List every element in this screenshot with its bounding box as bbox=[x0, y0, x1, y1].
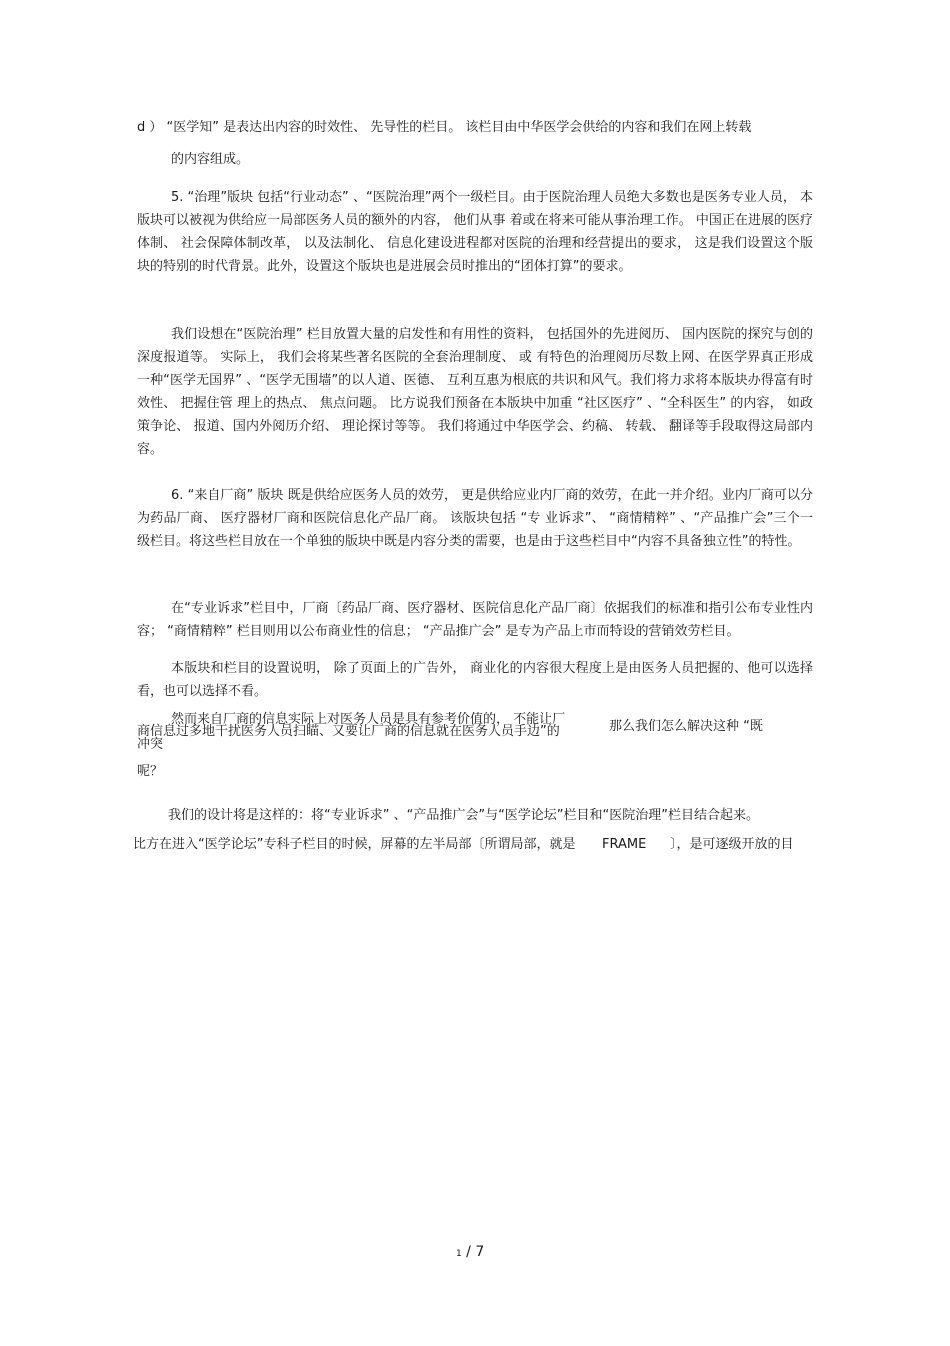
item-d-line1: d ） “医学知” 是表达出内容的时效性、 先导性的栏目。 该栏目由中华医学会供给的内容和我们在网上转载 bbox=[137, 120, 752, 135]
page-current: 1 bbox=[456, 1249, 462, 1259]
design-line2a: 比方在进入“医学论坛”专科子栏目的时候，屏幕的左半局部〔所谓局部，就是 bbox=[133, 837, 576, 852]
paragraph-column-setup: 本版块和栏目的设置说明， 除了页面上的广告外， 商业化的内容很大程度上是由医务人员把握的、他可以选择看，也可以选择不看。 bbox=[137, 661, 813, 699]
overlap-line-c: 商信息过多地干扰医务人员扫瞄、又要让厂商的信息就在医务人员手边”的 bbox=[137, 724, 560, 739]
page-separator: / bbox=[461, 1244, 476, 1260]
page-total: 7 bbox=[475, 1244, 485, 1260]
paragraph-management-section: 5. “治理”版块 包括“行业动态” 、“医院治理”两个一级栏目。由于医院治理人员绝大多数也是医务专业人员， 本版块可以被视为供给应一局部医务人员的额外的内容， 他们从事 着或在将来可能从事治理工作。 中国正在进展的医疗体制、 社会保障体制改革， 以及法制化、 信息化建设进程都对医院的治理和经营提出的要求， 这是我们设置这个版块的特别的时代背景。此外，设置这个版块也是进展会员时推出的“团体打算”的要求。 bbox=[137, 190, 813, 274]
page-number bbox=[456, 1242, 484, 1264]
overlap-line-b: 那么我们怎么解决这种 “既 bbox=[609, 719, 763, 734]
paragraph-vendor-section: 6. “来自厂商” 版块 既是供给应医务人员的效劳， 更是供给应业内厂商的效劳，在此一并介绍。业内厂商可以分为药品厂商、 医疗器材厂商和医院信息化产品厂商。 该版块包括 “专 业诉求”、 “商情精粹” 、“产品推广会”三个一级栏目。将这些栏目放在一个单独的版块中既是内容分类的需要，也是由于这些栏目中“内容不具备独立性”的特性。 bbox=[137, 488, 813, 549]
overlap-line-d: 冲突 bbox=[137, 737, 164, 752]
item-d-line2: 的内容组成。 bbox=[171, 152, 250, 167]
design-line1: 我们的设计将是这样的：将“专业诉求” 、“产品推广会”与“医学论坛”栏目和“医院治理”栏目结合起来。 bbox=[168, 808, 760, 823]
overlap-line-e: 呢？ bbox=[137, 764, 164, 779]
design-line2b: FRAME bbox=[602, 837, 647, 852]
design-line2c: 〕，是可逐级开放的目 bbox=[670, 837, 794, 852]
overlap-line-a: 然而来自厂商的信息实际上对医务人员是具有参考价值的， 不能让厂 bbox=[171, 712, 566, 727]
paragraph-vendor-columns: 在“专业诉求”栏目中，厂商〔药品厂商、医疗器材、医院信息化产品厂商〕依据我们的标准和指引公布专业性内容； “商情精粹” 栏目则用以公布商业性的信息； “产品推广会” 是专为产品上市而特设的营销效劳栏目。 bbox=[137, 601, 813, 639]
paragraph-hospital-management: 我们设想在“医院治理” 栏目放置大量的启发性和有用性的资料， 包括国外的先进阅历、 国内医院的探究与创的深度报道等。 实际上， 我们会将某些著名医院的全套治理制度、 或 有特色的治理阅历尽数上网、在医学界真正形成一种“医学无国界” 、“医学无围墙”的以人道、医德、 互利互惠为根底的共识和风气。我们将力求将本版块办得富有时效性、 把握住管 理上的热点、 焦点问题。 比方说我们预备在本版块中加重 “社区医疗” 、“全科医生” 的内容， 如政策争论、 报道、国内外阅历介绍、 理论探讨等等。 我们将通过中华医学会、约稿、 转载、 翻译等手段取得这局部内容。 bbox=[137, 327, 813, 457]
